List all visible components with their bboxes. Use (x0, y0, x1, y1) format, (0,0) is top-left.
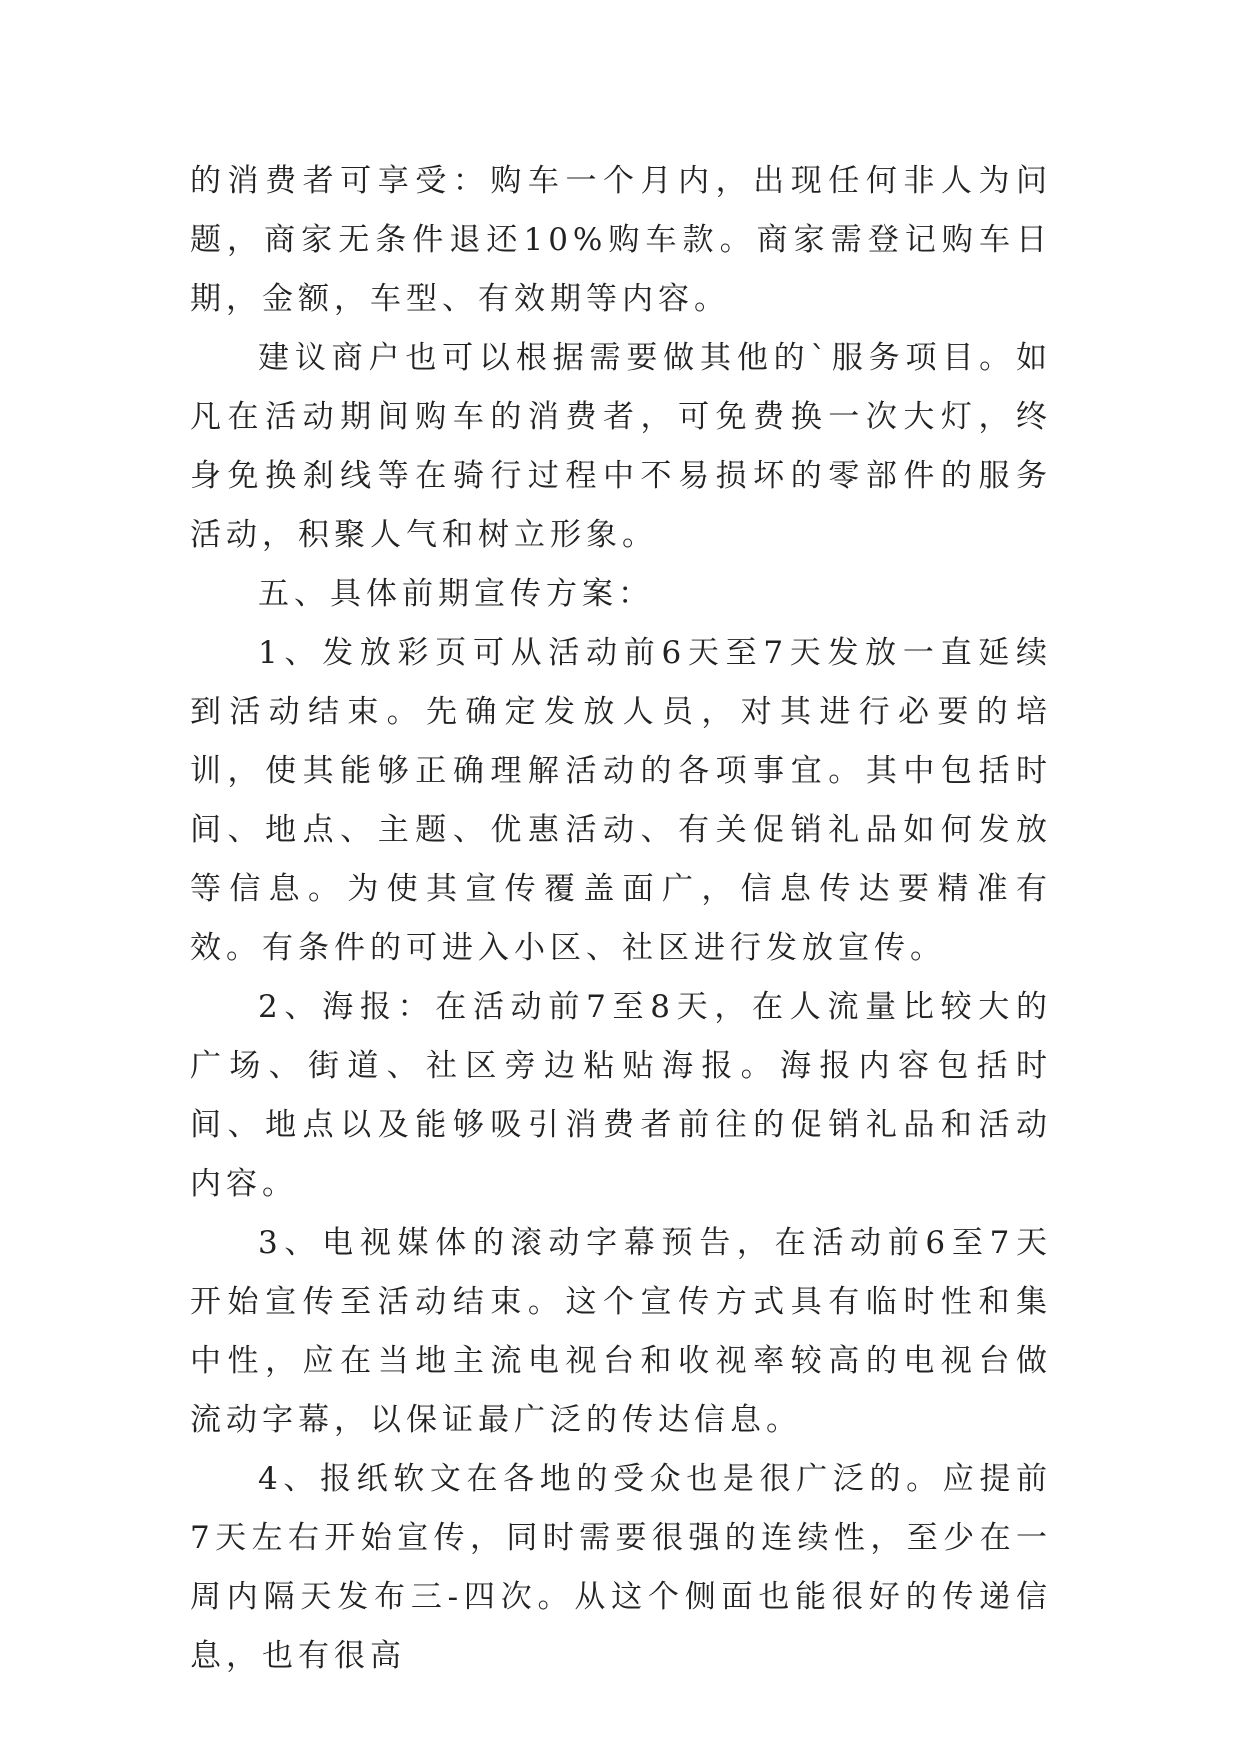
paragraph-item-1: 1、发放彩页可从活动前6天至7天发放一直延续到活动结束。先确定发放人员，对其进行必要的培训，使其能够正确理解活动的各项事宜。其中包括时间、地点、主题、优惠活动、有关促销礼品如何发放等信息。为使其宣传覆盖面广，信息传达要精准有效。有条件的可进入小区、社区进行发放宣传。 (190, 635, 1052, 966)
paragraph-1: 的消费者可享受：购车一个月内，出现任何非人为问题，商家无条件退还10%购车款。商家需登记购车日期，金额，车型、有效期等内容。 (190, 163, 1052, 317)
paragraph-item-4: 4、报纸软文在各地的受众也是很广泛的。应提前7天左右开始宣传，同时需要很强的连续性，至少在一周内隔天发布三-四次。从这个侧面也能很好的传递信息，也有很高 (190, 1461, 1052, 1674)
paragraph-item-2: 2、海报：在活动前7至8天，在人流量比较大的广场、街道、社区旁边粘贴海报。海报内容包括时间、地点以及能够吸引消费者前往的促销礼品和活动内容。 (190, 989, 1052, 1202)
section-heading: 五、具体前期宣传方案： (258, 576, 654, 612)
paragraph-2: 建议商户也可以根据需要做其他的`服务项目。如凡在活动期间购车的消费者，可免费换一次大灯，终身免换刹线等在骑行过程中不易损坏的零部件的服务活动，积聚人气和树立形象。 (190, 340, 1052, 553)
document-page (190, 152, 1052, 1686)
paragraph-item-3: 3、电视媒体的滚动字幕预告，在活动前6至7天开始宣传至活动结束。这个宣传方式具有临时性和集中性，应在当地主流电视台和收视率较高的电视台做流动字幕，以保证最广泛的传达信息。 (190, 1225, 1052, 1438)
